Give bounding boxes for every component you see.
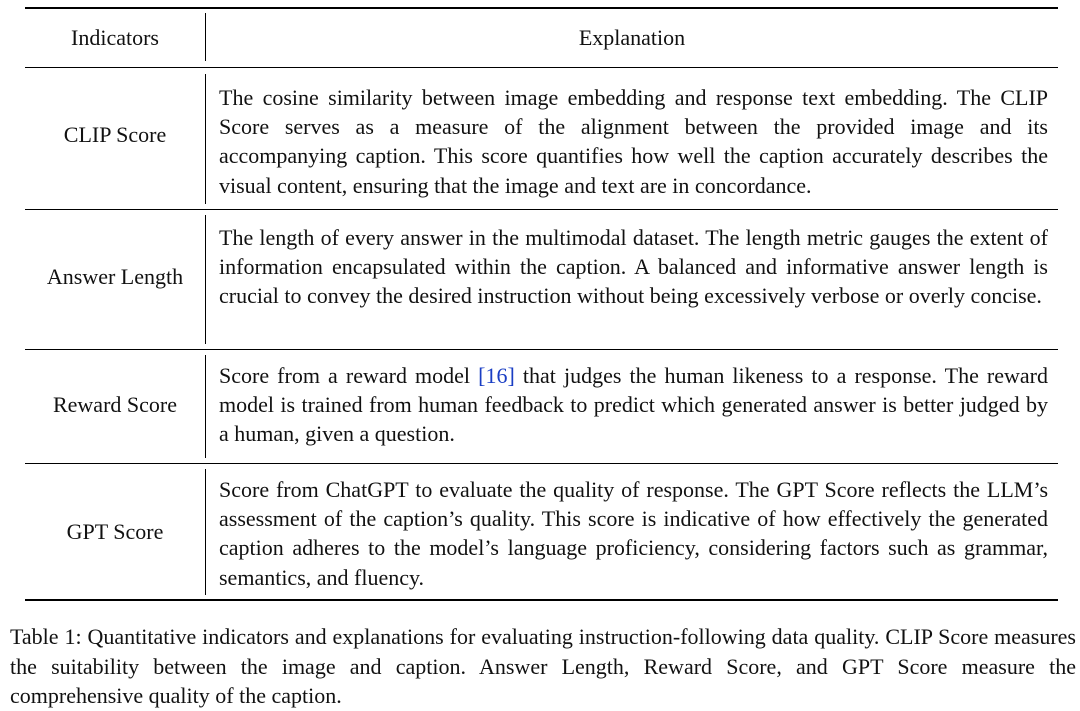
column-divider bbox=[205, 74, 206, 204]
column-divider bbox=[205, 469, 206, 595]
table-bottom-rule bbox=[25, 599, 1058, 601]
table-header-rule bbox=[25, 67, 1058, 68]
row-divider bbox=[25, 349, 1058, 350]
explanation-text: that judges the human likeness to a response. The reward model is trained from human feedback to predict which generated answer is better judged by a human, given a question. bbox=[219, 363, 1048, 447]
indicator-gpt-score: GPT Score bbox=[66, 519, 164, 544]
explanation-reward-score bbox=[219, 361, 1048, 449]
header-explanation: Explanation bbox=[578, 25, 686, 50]
column-divider bbox=[205, 215, 206, 344]
explanation-text: Score from a reward model bbox=[219, 363, 479, 388]
explanation-clip-score: The cosine similarity between image embedding and response text embedding. The CLIP Score serves as a measure of the alignment between the provided image and its accompanying caption. This score quantifies how well the caption accurately describes the visual content, ensuring that the image and text are in concordance. bbox=[219, 85, 1048, 198]
table-top-rule bbox=[25, 7, 1058, 9]
citation-link[interactable]: [16] bbox=[478, 363, 515, 388]
explanation-answer-length: The length of every answer in the multimodal dataset. The length metric gauges the extent of information encapsulated within the caption. A balanced and informative answer length is crucial to convey the desired instruction without being excessively verbose or overly concise. bbox=[219, 225, 1048, 309]
table-caption: Table 1: Quantitative indicators and explanations for evaluating instruction-following data quality. CLIP Score measures the suitability between the image and caption. Answer Length, Reward Score, and GPT Score measure the comprehensive quality of the caption. bbox=[10, 624, 1076, 708]
column-divider bbox=[205, 355, 206, 458]
row-divider bbox=[25, 209, 1058, 210]
indicator-clip-score: CLIP Score bbox=[63, 122, 167, 147]
header-indicators: Indicators bbox=[71, 25, 159, 50]
explanation-gpt-score: Score from ChatGPT to evaluate the quality of response. The GPT Score reflects the LLM’s assessment of the caption’s quality. This score is indicative of how effectively the generated caption adheres to the model’s language proficiency, considering factors such as grammar, semantics, and fluency. bbox=[219, 477, 1048, 590]
indicator-answer-length: Answer Length bbox=[46, 264, 184, 289]
row-divider bbox=[25, 463, 1058, 464]
indicator-reward-score: Reward Score bbox=[52, 392, 177, 417]
